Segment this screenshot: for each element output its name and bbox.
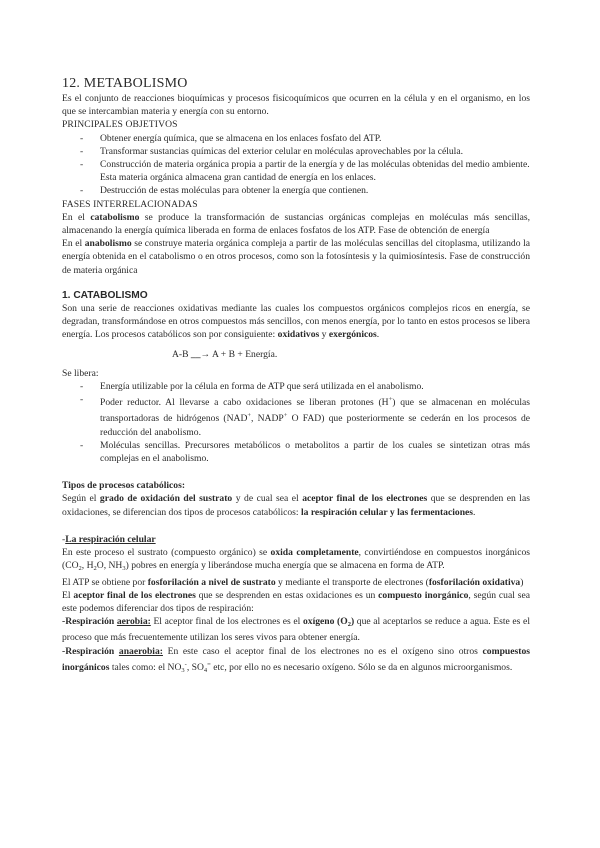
respiracion-paragraph-2: El ATP se obtiene por fosforilación a nivel de sustrato y mediante el transporte de electrones (fosforilación oxidativa) xyxy=(62,576,524,588)
respiracion-heading: -La respiración celular xyxy=(62,533,156,545)
catabolismo-paragraph: Son una serie de reacciones oxidativas mediante las cuales los compuestos orgánicos complejos ricos en energía, se degradan, transformándose en otros compuestos más sencillos, con menos energía, por lo tanto en estos procesos se libera energía. Los procesos catabólicos son por consiguiente: oxidativos y exergónicos. xyxy=(62,303,530,341)
tipos-paragraph: Según el grado de oxidación del sustrato y de cual sea el aceptor final de los electrones que se desprenden en las oxidaciones, se diferencian dos tipos de procesos catabólicos: la respiración celular y las fermentaciones. xyxy=(62,493,530,518)
intro-paragraph: Es el conjunto de reacciones bioquímicas y procesos fisicoquímicos que ocurren en la célula y en el organismo, en los que se intercambian materia y energía con su entorno. xyxy=(62,93,530,118)
respiracion-aerobia-paragraph: -Respiración aerobia: El aceptor final de los electrones es el oxígeno $(O_2)$ que al aceptarlos se reduce a agua. Este es el proceso que más frecuentemente utilizan los seres vivos para obtener energía. xyxy=(62,616,530,644)
respiracion-anaerobia-paragraph: -Respiración anaerobia: En este caso el aceptor final de los electrones no es el oxígeno sino otros compuestos inorgánicos tales como: el $NO_3^-$, $SO_4^=$ etc, por ello no es necesario oxígeno. Sólo se da en algunos microorganismos. xyxy=(62,645,530,674)
fases-catabolismo-paragraph: En el catabolismo se produce la transformación de sustancias orgánicas complejas en moléculas más sencillas, almacenando la energía química liberada en forma de enlaces fosfatos de los ATP. Fase de obtención de energía xyxy=(62,211,530,237)
libera-list xyxy=(62,380,530,465)
objetivos-list xyxy=(62,132,530,198)
list-item: - Transformar sustancias químicas del exterior celular en moléculas aprovechables por la célula. xyxy=(100,145,530,158)
objetivos-heading: PRINCIPALES OBJETIVOS xyxy=(62,119,178,131)
respiracion-paragraph-1: En este proceso el sustrato (compuesto orgánico) se oxida completamente, convirtiéndose en compuestos inorgánicos ($CO_2$, $H_2O$, $NH_3$) pobres en energía y liberándose mucha energía que se almacena en forma de ATP. xyxy=(62,547,530,573)
fases-heading: FASES INTERRELACIONADAS xyxy=(62,198,198,210)
page-title: 12. METABOLISMO xyxy=(62,76,188,91)
list-item: - Moléculas sencillas. Precursores metabólicos o metabolitos a partir de los cuales se sintetizan otras más complejas en el anabolismo. xyxy=(100,439,530,465)
list-item: - Obtener energía química, que se almacena en los enlaces fosfato del ATP. xyxy=(100,132,530,145)
respiracion-paragraph-3: El aceptor final de los electrones que se desprenden en estas oxidaciones es un compuesto inorgánico, según cual sea este podemos diferenciar dos tipos de respiración: xyxy=(62,589,530,614)
section-heading-catabolismo: 1. CATABOLISMO xyxy=(62,289,148,301)
fases-anabolismo-paragraph: En el anabolismo se construye materia orgánica compleja a partir de las moléculas sencillas del citoplasma, utilizando la energía obtenida en el catabolismo o en otros procesos, como son la fotosíntesis y la quimiosíntesis. Fase de construcción de materia orgánica xyxy=(62,238,530,276)
list-item: - Energía utilizable por la célula en forma de ATP que será utilizada en el anabolismo. xyxy=(100,380,530,393)
list-item: - Construcción de materia orgánica propia a partir de la energía y de las moléculas obtenidas del medio ambiente. Esta materia orgánica almacena gran cantidad de energía en los enlaces. xyxy=(100,158,530,184)
list-item: - Poder reductor. Al llevarse a cabo oxidaciones se liberan protones (H+) que se almacenan en moléculas transportadoras de hidrógenos (NAD+, NADP+ O FAD) que posteriormente se cederán en los procesos de reducción del anabolismo. xyxy=(100,393,530,439)
tipos-heading: Tipos de procesos catabólicos: xyxy=(62,480,186,492)
reaction-formula: A-B __→ A + B + Energía. xyxy=(172,348,278,360)
document-page xyxy=(62,76,530,677)
libera-label: Se libera: xyxy=(62,367,99,379)
list-item: - Destrucción de estas moléculas para obtener la energía que contienen. xyxy=(100,184,530,197)
